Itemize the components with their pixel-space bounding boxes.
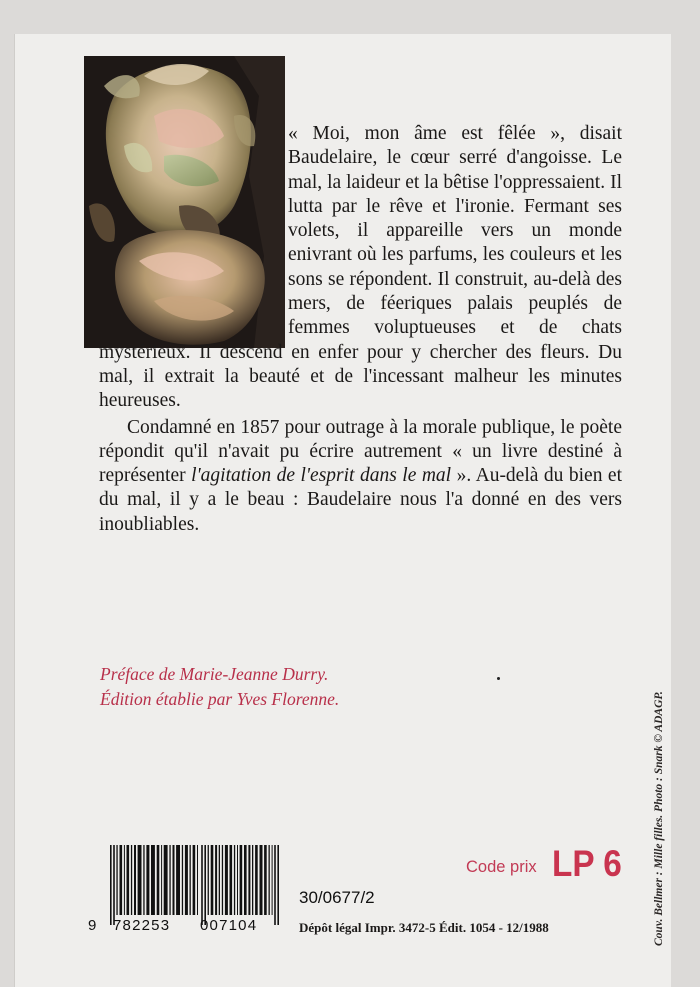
barcode-bar	[272, 845, 273, 915]
barcode-bar	[124, 845, 125, 915]
barcode-bar	[208, 845, 209, 915]
barcode-bar	[255, 845, 258, 915]
paragraph-2-text-before: Condamné en 1857 pour outrage à la morale publique, le poète répondit qu'il n'avait pu écrire autrement « un livre destiné à représenter	[99, 416, 622, 487]
price-code-label: Code prix	[466, 858, 537, 876]
barcode-bar	[113, 845, 115, 925]
barcode-first-digit: 9	[88, 917, 97, 934]
barcode-bar	[215, 845, 217, 915]
barcode-bar	[120, 845, 123, 915]
edition-credits	[100, 662, 339, 712]
barcode-group-1: 782253	[113, 917, 171, 934]
barcode-bar	[237, 845, 238, 915]
barcode-bar	[110, 845, 112, 925]
barcode-bar	[134, 845, 136, 915]
barcode-bar	[222, 845, 223, 915]
barcode-bar	[211, 845, 214, 915]
price-code-value: LP 6	[552, 843, 622, 884]
blurb-paragraph-1: « Moi, mon âme est fêlée », disait Baudelaire, le cœur serré d'angoisse. Le mal, la laideur et la bêtise l'oppressaient. Il lutta par le rêve et l'ironie. Fermant ses volets, il appareille vers un monde enivrant où les parfums, les couleurs et les sons se répondent. Il construit, au-delà des mers, de féeriques palais peuplés de femmes voluptueuses et de chats mystérieux. Il descend en enfer pour y chercher des fleurs. Du mal, il extrait la beauté et de l'incessant malheur les minutes heureuses.	[99, 123, 622, 412]
blurb-paragraph-2	[99, 416, 622, 537]
edition-credit: Édition établie par Yves Florenne.	[100, 689, 340, 709]
barcode-bar	[269, 845, 270, 915]
barcode-bar	[157, 845, 160, 915]
barcode-bar	[240, 845, 243, 915]
barcode-bar	[116, 845, 117, 915]
barcode-bar	[193, 845, 196, 915]
barcode-bar	[230, 845, 233, 915]
barcode	[108, 845, 280, 925]
barcode-bar	[146, 845, 149, 915]
barcode-bar	[143, 845, 144, 915]
barcode-bar	[274, 845, 276, 925]
barcode-bar	[173, 845, 175, 915]
catalog-number: 30/0677/2	[299, 888, 375, 907]
barcode-bar	[197, 845, 198, 915]
barcode-bar	[161, 845, 162, 915]
barcode-bar	[164, 845, 168, 915]
barcode-bar	[252, 845, 253, 915]
barcode-bar	[169, 845, 170, 915]
barcode-bar	[201, 845, 203, 925]
barcode-bar	[244, 845, 247, 915]
preface-credit: Préface de Marie-Jeanne Durry.	[100, 664, 329, 684]
barcode-bar	[234, 845, 235, 915]
barcode-bar	[138, 845, 142, 915]
barcode-group-2: 007104	[200, 917, 258, 934]
cover-photo-credit: Couv. Bellmer : Mille filles. Photo : Snark © ADAGP.	[653, 691, 665, 946]
barcode-bar	[151, 845, 155, 915]
barcode-bar	[219, 845, 220, 915]
back-cover-blurb	[99, 122, 622, 537]
barcode-bar	[225, 845, 228, 915]
legal-deposit: Dépôt légal Impr. 3472-5 Édit. 1054 - 12/1988	[299, 920, 549, 935]
barcode-bar	[264, 845, 267, 915]
barcode-bar	[277, 845, 279, 925]
paragraph-2-text-after: ». Au-delà du bien et du mal, il y a le beau : Baudelaire nous l'a donné en des vers inoubliables.	[99, 465, 622, 535]
illustration-wrap-space	[99, 122, 288, 340]
barcode-bar	[204, 845, 206, 925]
ink-dot	[497, 677, 500, 680]
barcode-bar	[176, 845, 180, 915]
barcode-bar	[185, 845, 188, 915]
barcode-bar	[131, 845, 132, 915]
paragraph-2-quote-italic: l'agitation de l'esprit dans le mal	[191, 465, 452, 487]
barcode-bar	[127, 845, 130, 915]
barcode-bar	[190, 845, 191, 915]
barcode-bar	[182, 845, 183, 915]
barcode-bar	[248, 845, 250, 915]
barcode-bar	[260, 845, 263, 915]
